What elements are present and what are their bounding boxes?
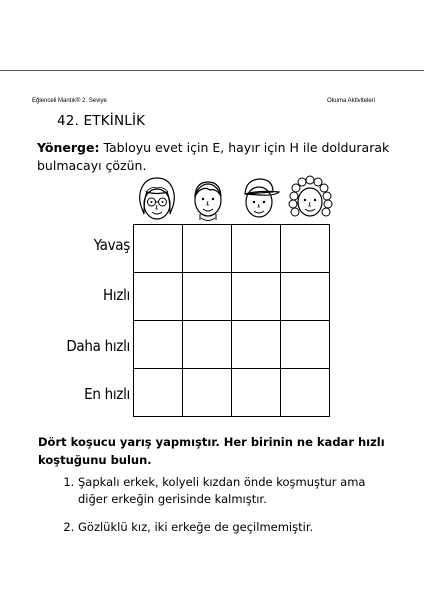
grid-cell[interactable] bbox=[134, 273, 183, 321]
row-label-slow: Yavaş bbox=[93, 236, 130, 254]
header-series: Eğlenceli Mantık® 2. Seviye bbox=[32, 98, 107, 104]
header-section: Okuma Aktiviteleri bbox=[327, 98, 376, 104]
instruction-label: Yönerge: bbox=[37, 140, 100, 155]
puzzle-story: Dört koşucu yarış yapmıştır. Her birinin ne kadar hızlı koştuğunu bulun. bbox=[38, 435, 385, 467]
girl-with-curly-hair-icon bbox=[286, 174, 334, 224]
row-label-fastest: En hızlı bbox=[84, 385, 130, 403]
logic-grid bbox=[133, 224, 330, 417]
instruction-text: Tabloyu evet için E, hayır için H ile doldurarak bulmacayı çözün. bbox=[37, 140, 390, 173]
clue-item: 1. Şapkalı erkek, kolyeli kızdan önde koşmuştur ama diğer erkeğin gerisinde kalmıştır. bbox=[78, 474, 398, 508]
grid-row bbox=[134, 273, 330, 321]
grid-row bbox=[134, 321, 330, 369]
instruction bbox=[37, 139, 407, 175]
grid-cell[interactable] bbox=[134, 369, 183, 417]
grid-cell[interactable] bbox=[134, 321, 183, 369]
grid-cell[interactable] bbox=[281, 273, 330, 321]
grid-cell[interactable] bbox=[281, 321, 330, 369]
grid-cell[interactable] bbox=[232, 369, 281, 417]
grid-row bbox=[134, 225, 330, 273]
grid-cell[interactable] bbox=[232, 273, 281, 321]
activity-title: 42. ETKİNLİK bbox=[57, 113, 146, 129]
row-label-fast: Hızlı bbox=[103, 286, 130, 304]
grid-row bbox=[134, 369, 330, 417]
grid-cell[interactable] bbox=[281, 369, 330, 417]
grid-cell[interactable] bbox=[232, 321, 281, 369]
row-label-faster: Daha hızlı bbox=[66, 337, 130, 355]
face-header-row bbox=[133, 174, 333, 224]
grid-cell[interactable] bbox=[232, 225, 281, 273]
clue-list bbox=[58, 474, 398, 547]
girl-with-glasses-icon bbox=[133, 174, 181, 224]
grid-cell[interactable] bbox=[183, 369, 232, 417]
top-rule bbox=[0, 70, 424, 71]
boy-with-necklace-icon bbox=[184, 174, 232, 224]
clue-item: 2. Gözlüklü kız, iki erkeğe de geçilmemiştir. bbox=[78, 519, 398, 536]
grid-cell[interactable] bbox=[134, 225, 183, 273]
boy-with-cap-icon bbox=[235, 174, 283, 224]
grid-cell[interactable] bbox=[281, 225, 330, 273]
grid-cell[interactable] bbox=[183, 321, 232, 369]
grid-cell[interactable] bbox=[183, 225, 232, 273]
grid-cell[interactable] bbox=[183, 273, 232, 321]
